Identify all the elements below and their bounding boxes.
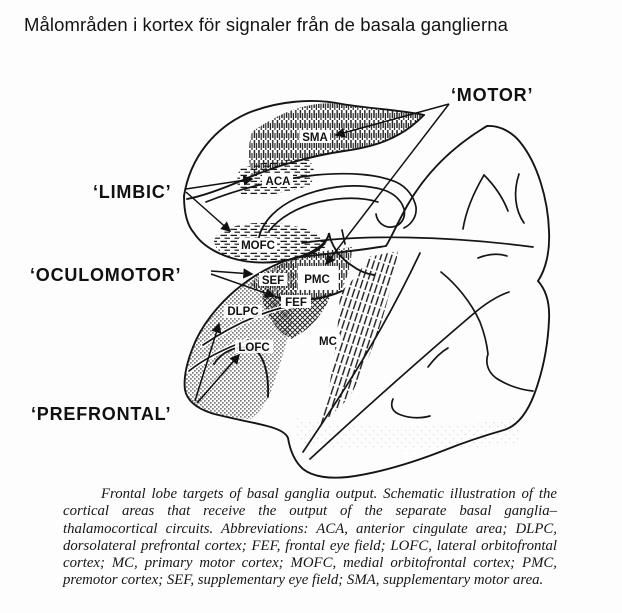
motor-label: ‘MOTOR’ bbox=[451, 85, 534, 105]
medial-brain-view bbox=[184, 101, 424, 275]
oculomotor-label: ‘OCULOMOTOR’ bbox=[30, 265, 182, 285]
aca-label: ACA bbox=[265, 176, 291, 188]
mofc-label: MOFC bbox=[241, 240, 275, 252]
prefrontal-label: ‘PREFRONTAL’ bbox=[31, 404, 172, 424]
sma-label: SMA bbox=[302, 132, 328, 144]
fef-label: FEF bbox=[285, 297, 307, 309]
dlpc-label: DLPC bbox=[227, 306, 259, 318]
limbic-label: ‘LIMBIC’ bbox=[93, 182, 172, 202]
sef-label: SEF bbox=[261, 275, 285, 287]
photocopy-shading bbox=[295, 416, 522, 451]
page-title: Målområden i kortex för signaler från de basala ganglierna bbox=[24, 14, 508, 35]
oculomotor-to-sef-arrow bbox=[211, 271, 252, 274]
limbic-to-mofc-arrow bbox=[186, 192, 230, 231]
pmc-label: PMC bbox=[304, 274, 330, 286]
lofc-label: LOFC bbox=[238, 342, 270, 354]
mc-label: MC bbox=[319, 336, 337, 348]
figure-caption: Frontal lobe targets of basal ganglia output. Schematic illustration of the cortical areas that receive the output of the separate basal ganglia–thalamocortical circuits. Abbreviations: ACA, anterior cingulate area; DLPC, dorsolateral prefrontal cortex; FEF, frontal eye field; LOFC, lateral orbitofrontal cortex; MC, primary motor cortex; MOFC, medial orbitofrontal cortex; PMC, premotor cortex; SEF, supplementary eye field; SMA, supplementary motor area. bbox=[63, 486, 557, 589]
